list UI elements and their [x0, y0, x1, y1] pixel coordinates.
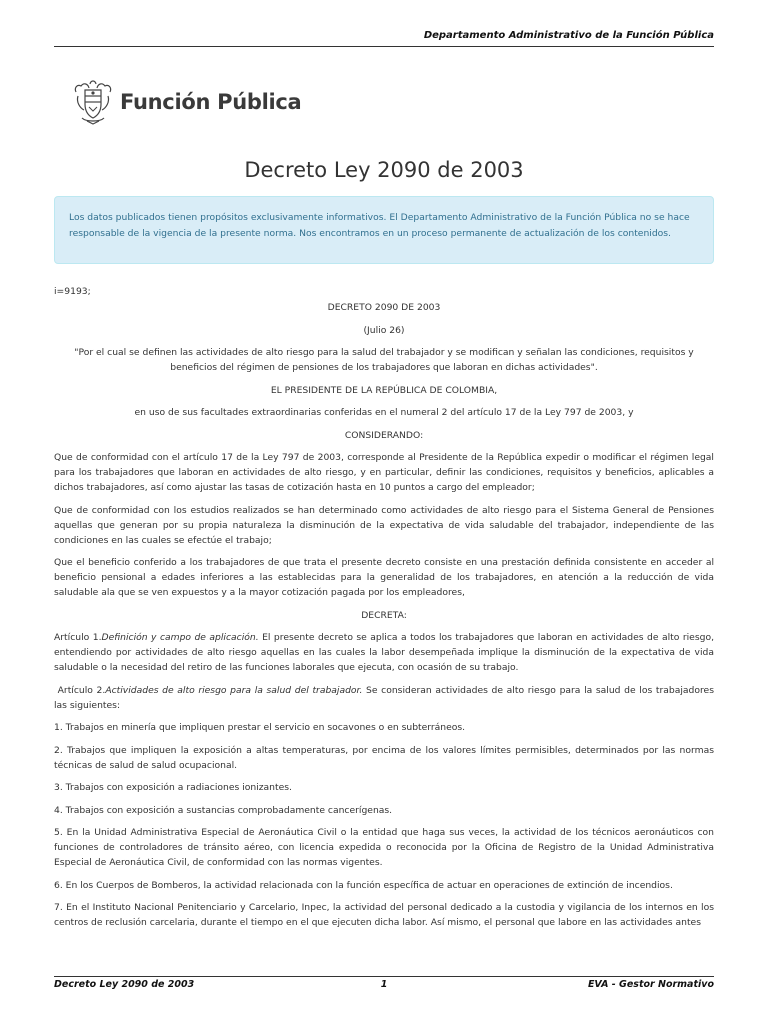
logo-text: Función Pública	[120, 90, 302, 114]
faculties-line: en uso de sus facultades extraordinarias conferidas en el numeral 2 del artículo 17 de la Ley 797 de 2003, y	[134, 407, 634, 418]
info-notice: Los datos publicados tienen propósitos exclusivamente informativos. El Departamento Administrativo de la Función Pública no se hace responsable de la vigencia de la presente norma. Nos encontramos en un proceso permanente de actualización de los contenidos.	[54, 196, 714, 264]
considerando-paragraph-1: Que de conformidad con el artículo 17 de la Ley 797 de 2003, corresponde al Presidente de la República expedir o modificar el régimen legal para los trabajadores que laboran en actividades de alto riesgo, y en particular, definir las condiciones, requisitos y beneficios, aplicables a dichos trabajadores, así como ajustar las tasas de cotización hasta en 10 puntos a cargo del empleador;	[54, 452, 714, 493]
page-header	[54, 30, 714, 47]
considerando-paragraph-2: Que de conformidad con los estudios realizados se han determinado como actividades de alto riesgo para el Sistema General de Pensiones aquellas que generan por su propia naturaleza la disminución de la expectativa de vida saludable del trabajador, independiente de las condiciones en las cuales se efectúe el trabajo;	[54, 504, 714, 546]
list-item: 7. En el Instituto Nacional Penitenciario y Carcelario, Inpec, la actividad del personal dedicado a la custodia y vigilancia de los internos en los centros de reclusión carcelaria, durante el tiempo en el que ejecuten dicha labor. Así mismo, el personal que labore en las actividades antes	[54, 902, 714, 928]
decree-heading: DECRETO 2090 DE 2003	[327, 302, 441, 313]
considerando-heading: CONSIDERANDO:	[344, 429, 424, 441]
list-item: 5. En la Unidad Administrativa Especial de Aeronáutica Civil o la entidad que haga sus veces, la actividad de los técnicos aeronáuticos con funciones de controladores de tránsito aéreo, con licencia expedida o reconocida por la Oficina de Registro de la Unidad Administrativa Especial de Aeronáutica Civil, de conformidad con las normas vigentes.	[54, 827, 714, 868]
list-item: 3. Trabajos con exposición a radiaciones ionizantes.	[54, 782, 292, 793]
article-2	[54, 683, 714, 713]
considerando-paragraph-3: Que el beneficio conferido a los trabajadores de que trata el presente decreto consiste en una prestación definida consistente en acceder al beneficio pensional a edades inferiores a las establecidas para la generalidad de los trabajadores, en atención a la reducción de vida saludable ala que se ven expuestos y a la mayor cotización pagada por los empleadores,	[54, 557, 714, 598]
page-title: Decreto Ley 2090 de 2003	[244, 158, 524, 182]
decreta-heading: DECRETA:	[361, 609, 407, 621]
footer-system: EVA - Gestor Normativo	[587, 979, 714, 990]
list-item: 2. Trabajos que impliquen la exposición a altas temperaturas, por encima de los valores límites permisibles, determinados por las normas técnicas de salud de salud ocupacional.	[54, 744, 714, 771]
article-1-label: Artículo 1.	[54, 632, 102, 643]
article-2-label: Artículo 2.	[57, 684, 106, 696]
list-item: 6. En los Cuerpos de Bomberos, la actividad relacionada con la función específica de actuar en operaciones de extinción de incendios.	[54, 879, 673, 891]
decree-date: (Julio 26)	[363, 324, 405, 336]
coat-of-arms-icon	[72, 78, 114, 126]
logo	[72, 78, 301, 126]
article-1-title: Definición y campo de aplicación.	[101, 632, 259, 643]
article-1-text: El presente decreto se aplica a todos los trabajadores que laboran en actividades de alto riesgo, entendiendo por actividades de alto riesgo aquellas en las cuales la labor desempeñada implique la disminución de la expectativa de vida saludable o la necesidad del retiro de las funciones laborales que ejecuta, con ocasión de su trabajo.	[54, 632, 714, 673]
footer-doc-title: Decreto Ley 2090 de 2003	[54, 979, 195, 990]
header-org: Departamento Administrativo de la Función Pública	[423, 30, 714, 41]
article-1	[54, 630, 714, 675]
president-line: EL PRESIDENTE DE LA REPÚBLICA DE COLOMBIA,	[270, 384, 498, 396]
document-body	[54, 284, 714, 938]
list-item: 4. Trabajos con exposición a sustancias comprobadamente cancerígenas.	[54, 804, 393, 816]
article-2-title: Actividades de alto riesgo para la salud del trabajador.	[105, 684, 363, 696]
id-line: i=9193;	[54, 286, 91, 297]
page-footer	[54, 976, 714, 992]
article-2-text: Se consideran actividades de alto riesgo para la salud de los trabajadores las siguientes:	[54, 684, 714, 711]
decree-subject: "Por el cual se definen las actividades de alto riesgo para la salud del trabajador y se modifican y señalan las condiciones, requisitos y beneficios del régimen de pensiones de los trabajadores que laboran en dichas actividades".	[74, 347, 694, 373]
list-item: 1. Trabajos en minería que impliquen prestar el servicio en socavones o en subterráneos.	[54, 722, 466, 733]
footer-page-number: 1	[380, 979, 388, 990]
